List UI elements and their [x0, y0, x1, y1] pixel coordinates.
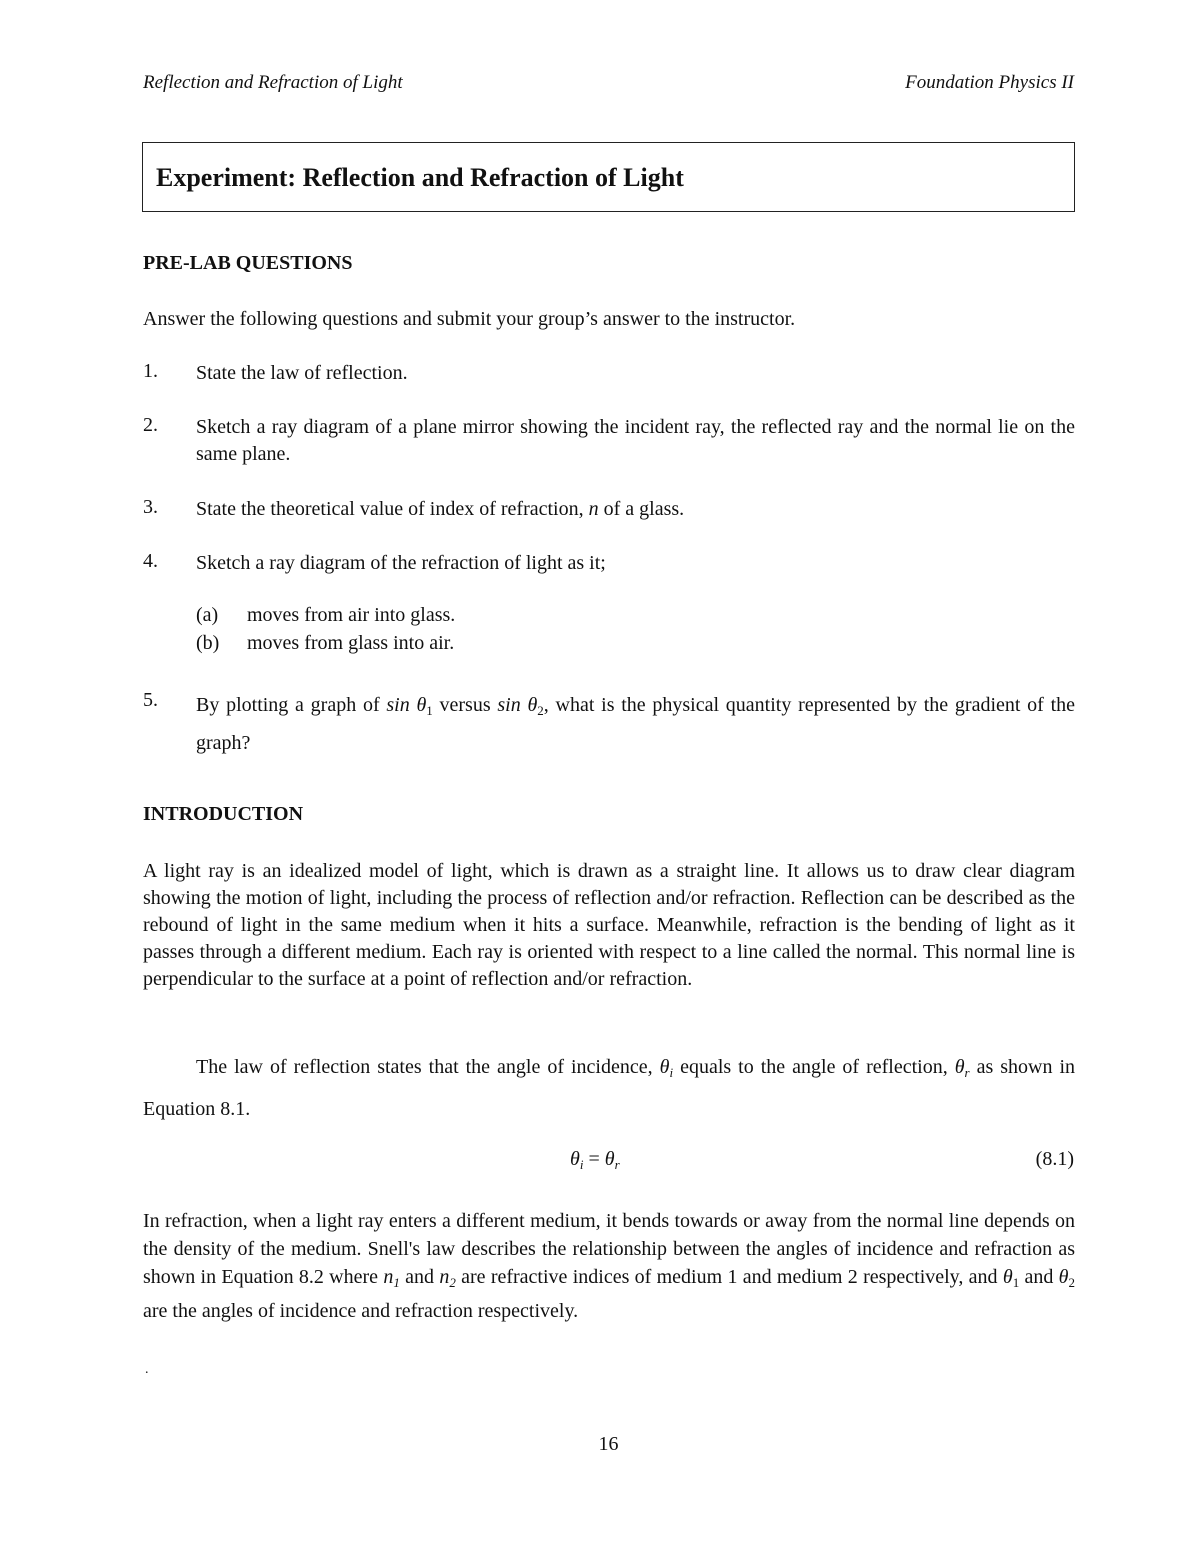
question-4-number: 4. — [143, 550, 158, 572]
eq-equals: = — [583, 1148, 605, 1170]
intro-p3-and-2: and — [1024, 1266, 1054, 1288]
intro-p2-text-b: equals to the angle of reflection, — [680, 1056, 948, 1078]
question-4a-text: moves from air into glass. — [247, 604, 456, 626]
sin-theta-2: sin θ — [497, 694, 538, 716]
sin-theta-1: sin θ — [386, 694, 427, 716]
question-2-text: Sketch a ray diagram of a plane mirror showing the incident ray, the reflected ray and the normal lie on the same plane. — [196, 416, 1075, 465]
stray-dot: . — [145, 1362, 149, 1377]
question-5-text-c: , what is the physical quantity represented by the gradient of the graph? — [196, 694, 1076, 754]
question-1-text: State the law of reflection. — [196, 362, 408, 384]
introduction-heading: INTRODUCTION — [143, 803, 304, 825]
intro-paragraph-2 — [143, 1049, 1075, 1127]
question-4b-text: moves from glass into air. — [247, 632, 455, 654]
theta-1-subscript: 1 — [1012, 1275, 1020, 1290]
equation-8-1-number: (8.1) — [1035, 1148, 1074, 1170]
running-header-right: Foundation Physics II — [905, 72, 1074, 93]
subscript-1: 1 — [426, 703, 433, 718]
theta-i-symbol: θ — [659, 1056, 670, 1078]
title-box — [142, 142, 1075, 212]
question-3-text-a: State the theoretical value of index of refraction, — [196, 498, 584, 520]
intro-p2-text-c: as shown in Equation 8.1. — [143, 1056, 1076, 1120]
intro-p2-text-a: The law of reflection states that the angle of incidence, — [196, 1056, 653, 1078]
subscript-r: r — [964, 1065, 970, 1080]
subscript-2: 2 — [537, 703, 544, 718]
question-5-number: 5. — [143, 689, 158, 711]
question-3-number: 3. — [143, 496, 158, 518]
question-4-text: Sketch a ray diagram of the refraction of light as it; — [196, 552, 606, 574]
eq-subscript-r: r — [614, 1157, 620, 1172]
intro-paragraph-1: A light ray is an idealized model of light, which is drawn as a straight line. It allows us to draw clear diagram showing the motion of light, including the process of reflection and/or refraction. Reflection can be described as the rebound of light in the same medium when it hits a surface. Meanwhile, refraction is the bending of light as it passes through a different medium. Each ray is oriented with respect to a line called the normal. This normal line is perpendicular to the surface at a point of reflection and/or refraction. — [143, 860, 1075, 990]
n2-symbol: n — [439, 1266, 450, 1288]
question-4a-label: (a) — [196, 604, 219, 626]
question-5-text-b: versus — [439, 694, 491, 716]
page-number: 16 — [598, 1433, 619, 1455]
question-2-number: 2. — [143, 414, 158, 436]
prelab-instruction: Answer the following questions and submit your group’s answer to the instructor. — [143, 308, 796, 330]
theta-r-symbol: θ — [954, 1056, 965, 1078]
question-1-number: 1. — [143, 360, 158, 382]
equation-8-1 — [570, 1148, 620, 1173]
theta-2-subscript: 2 — [1068, 1275, 1075, 1290]
eq-theta-r: θ — [604, 1148, 615, 1170]
question-4b-label: (b) — [196, 632, 220, 654]
theta-2-symbol: θ — [1058, 1266, 1069, 1288]
intro-p3-text-b: are refractive indices of medium 1 and medium 2 respectively, and — [461, 1266, 998, 1288]
intro-p3-text-a: In refraction, when a light ray enters a different medium, it bends towards or away from the normal line depends on the density of the medium. Snell's law describes the relationship between the angles of incidence and refraction as shown in Equation 8.2 where — [143, 1210, 1075, 1288]
eq-theta-i: θ — [570, 1148, 580, 1170]
running-header-left: Reflection and Refraction of Light — [143, 72, 403, 93]
symbol-n: n — [588, 498, 599, 520]
question-5-text — [196, 689, 1075, 760]
theta-1-symbol: θ — [1002, 1266, 1013, 1288]
intro-p3-and-1: and — [405, 1266, 435, 1288]
question-3-text-b: of a glass. — [603, 498, 685, 520]
prelab-heading: PRE-LAB QUESTIONS — [143, 252, 353, 274]
n1-symbol: n — [383, 1266, 394, 1288]
eq-subscript-i: i — [579, 1157, 584, 1172]
subscript-i: i — [669, 1065, 674, 1080]
page-title: Experiment: Reflection and Refraction of Light — [156, 163, 684, 192]
n2-subscript: 2 — [449, 1275, 456, 1290]
n1-subscript: 1 — [393, 1275, 400, 1290]
question-3-text — [196, 496, 1075, 523]
intro-p3-text-c: are the angles of incidence and refraction respectively. — [143, 1300, 579, 1322]
question-5-text-a: By plotting a graph of — [196, 694, 380, 716]
intro-paragraph-3 — [143, 1207, 1075, 1325]
